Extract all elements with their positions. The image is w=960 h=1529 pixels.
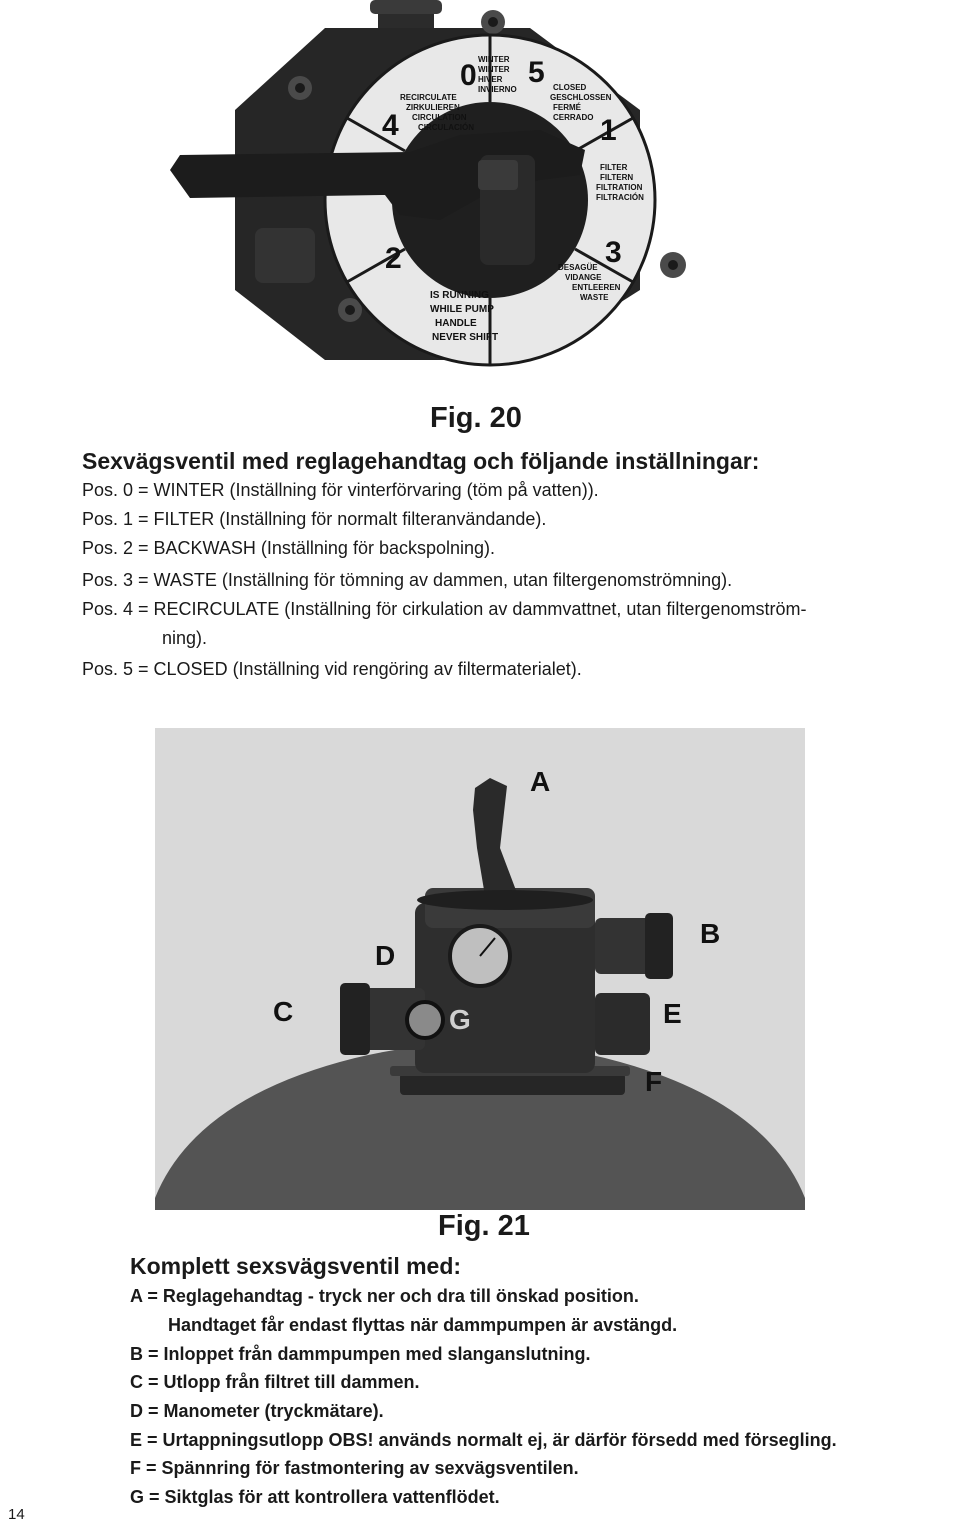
pos-0-line: Pos. 0 = WINTER (Inställning för vinterförvaring (töm på vatten)). — [82, 480, 599, 500]
dial-warning-line-1: NEVER SHIFT — [432, 332, 499, 343]
figure-20-title: Fig. 20 — [430, 402, 522, 434]
legend-a-continued: Handtaget får endast flyttas när dammpumpen är avstängd. — [168, 1315, 678, 1335]
dial-label-recirculate: RECIRCULATE — [400, 93, 457, 102]
dial-label-filter: FILTER — [600, 163, 628, 172]
dial-label-desague: DESAGÜE — [558, 263, 598, 272]
dial-label-winter: WINTER — [478, 55, 510, 64]
label-d: D — [375, 940, 396, 971]
legend-b: B = Inloppet från dammpumpen med slanganslutning. — [130, 1344, 591, 1364]
label-a: A — [530, 766, 551, 797]
dial-label-entleeren: ENTLEEREN — [572, 283, 621, 292]
dial-label-filtern: FILTERN — [600, 173, 634, 182]
dial-warning-line-3: WHILE PUMP — [430, 304, 494, 315]
dial-label-ferme: FERMÉ — [553, 103, 581, 112]
dial-label-winter-de: WINTER — [478, 65, 510, 74]
pos-2-line: Pos. 2 = BACKWASH (Inställning för backspolning). — [82, 538, 496, 558]
dial-label-filtracion: FILTRACIÓN — [596, 193, 644, 202]
dial-number-5: 5 — [528, 56, 545, 89]
figure-21-heading: Komplett sexsvägsventil med: — [130, 1253, 462, 1279]
legend-g: G = Siktglas för att kontrollera vattenflödet. — [130, 1487, 500, 1507]
dial-warning-line-4: IS RUNNING — [430, 290, 489, 301]
dial-label-circulacion: CIRCULACIÓN — [418, 123, 474, 132]
label-e: E — [663, 998, 682, 1029]
figure-20-heading: Sexvägsventil med reglagehandtag och följande inställningar: — [82, 448, 760, 474]
pos-5-line: Pos. 5 = CLOSED (Inställning vid rengöring av filtermaterialet). — [82, 659, 582, 679]
pos-4-line: Pos. 4 = RECIRCULATE (Inställning för cirkulation av dammvattnet, utan filtergenomström- — [82, 599, 807, 619]
dial-label-waste: WASTE — [580, 293, 609, 302]
dial-label-closed: CLOSED — [553, 83, 587, 92]
dial-label-cerrado: CERRADO — [553, 113, 594, 122]
legend-c: C = Utlopp från filtret till dammen. — [130, 1372, 420, 1392]
dial-number-1: 1 — [600, 114, 617, 147]
legend-f: F = Spännring för fastmontering av sexvägsventilen. — [130, 1458, 579, 1478]
figure-21-image — [155, 728, 805, 1210]
dial-number-4: 4 — [382, 109, 399, 142]
dial-label-zirkulieren: ZIRKULIEREN — [406, 103, 460, 112]
dial-number-2: 2 — [385, 242, 402, 275]
legend-a: A = Reglagehandtag - tryck ner och dra till önskad position. — [130, 1286, 639, 1306]
pos-4-line-continued: ning). — [162, 628, 208, 648]
label-b: B — [700, 918, 721, 949]
pos-1-line: Pos. 1 = FILTER (Inställning för normalt filteranvändande). — [82, 509, 547, 529]
legend-e: E = Urtappningsutlopp OBS! används normalt ej, är därför försedd med försegling. — [130, 1430, 837, 1450]
dial-label-hiver: HIVER — [478, 75, 503, 84]
page-number: 14 — [8, 1506, 25, 1523]
pos-3-line: Pos. 3 = WASTE (Inställning för tömning av dammen, utan filtergenomströmning). — [82, 570, 733, 590]
dial-label-geschlossen: GESCHLOSSEN — [550, 93, 612, 102]
dial-label-filtration: FILTRATION — [596, 183, 643, 192]
legend-d: D = Manometer (tryckmätare). — [130, 1401, 384, 1421]
dial-label-vidange: VIDANGE — [565, 273, 602, 282]
label-f: F — [645, 1066, 663, 1097]
figure-20-image — [160, 0, 700, 375]
figure-21-title: Fig. 21 — [438, 1210, 530, 1242]
dial-label-invierno: INVIERNO — [478, 85, 517, 94]
dial-warning-line-2: HANDLE — [435, 318, 477, 329]
dial-number-3: 3 — [605, 236, 622, 269]
label-g: G — [449, 1004, 471, 1035]
dial-label-circulation: CIRCULATION — [412, 113, 467, 122]
dial-number-0: 0 — [460, 59, 477, 92]
label-c: C — [273, 996, 294, 1027]
